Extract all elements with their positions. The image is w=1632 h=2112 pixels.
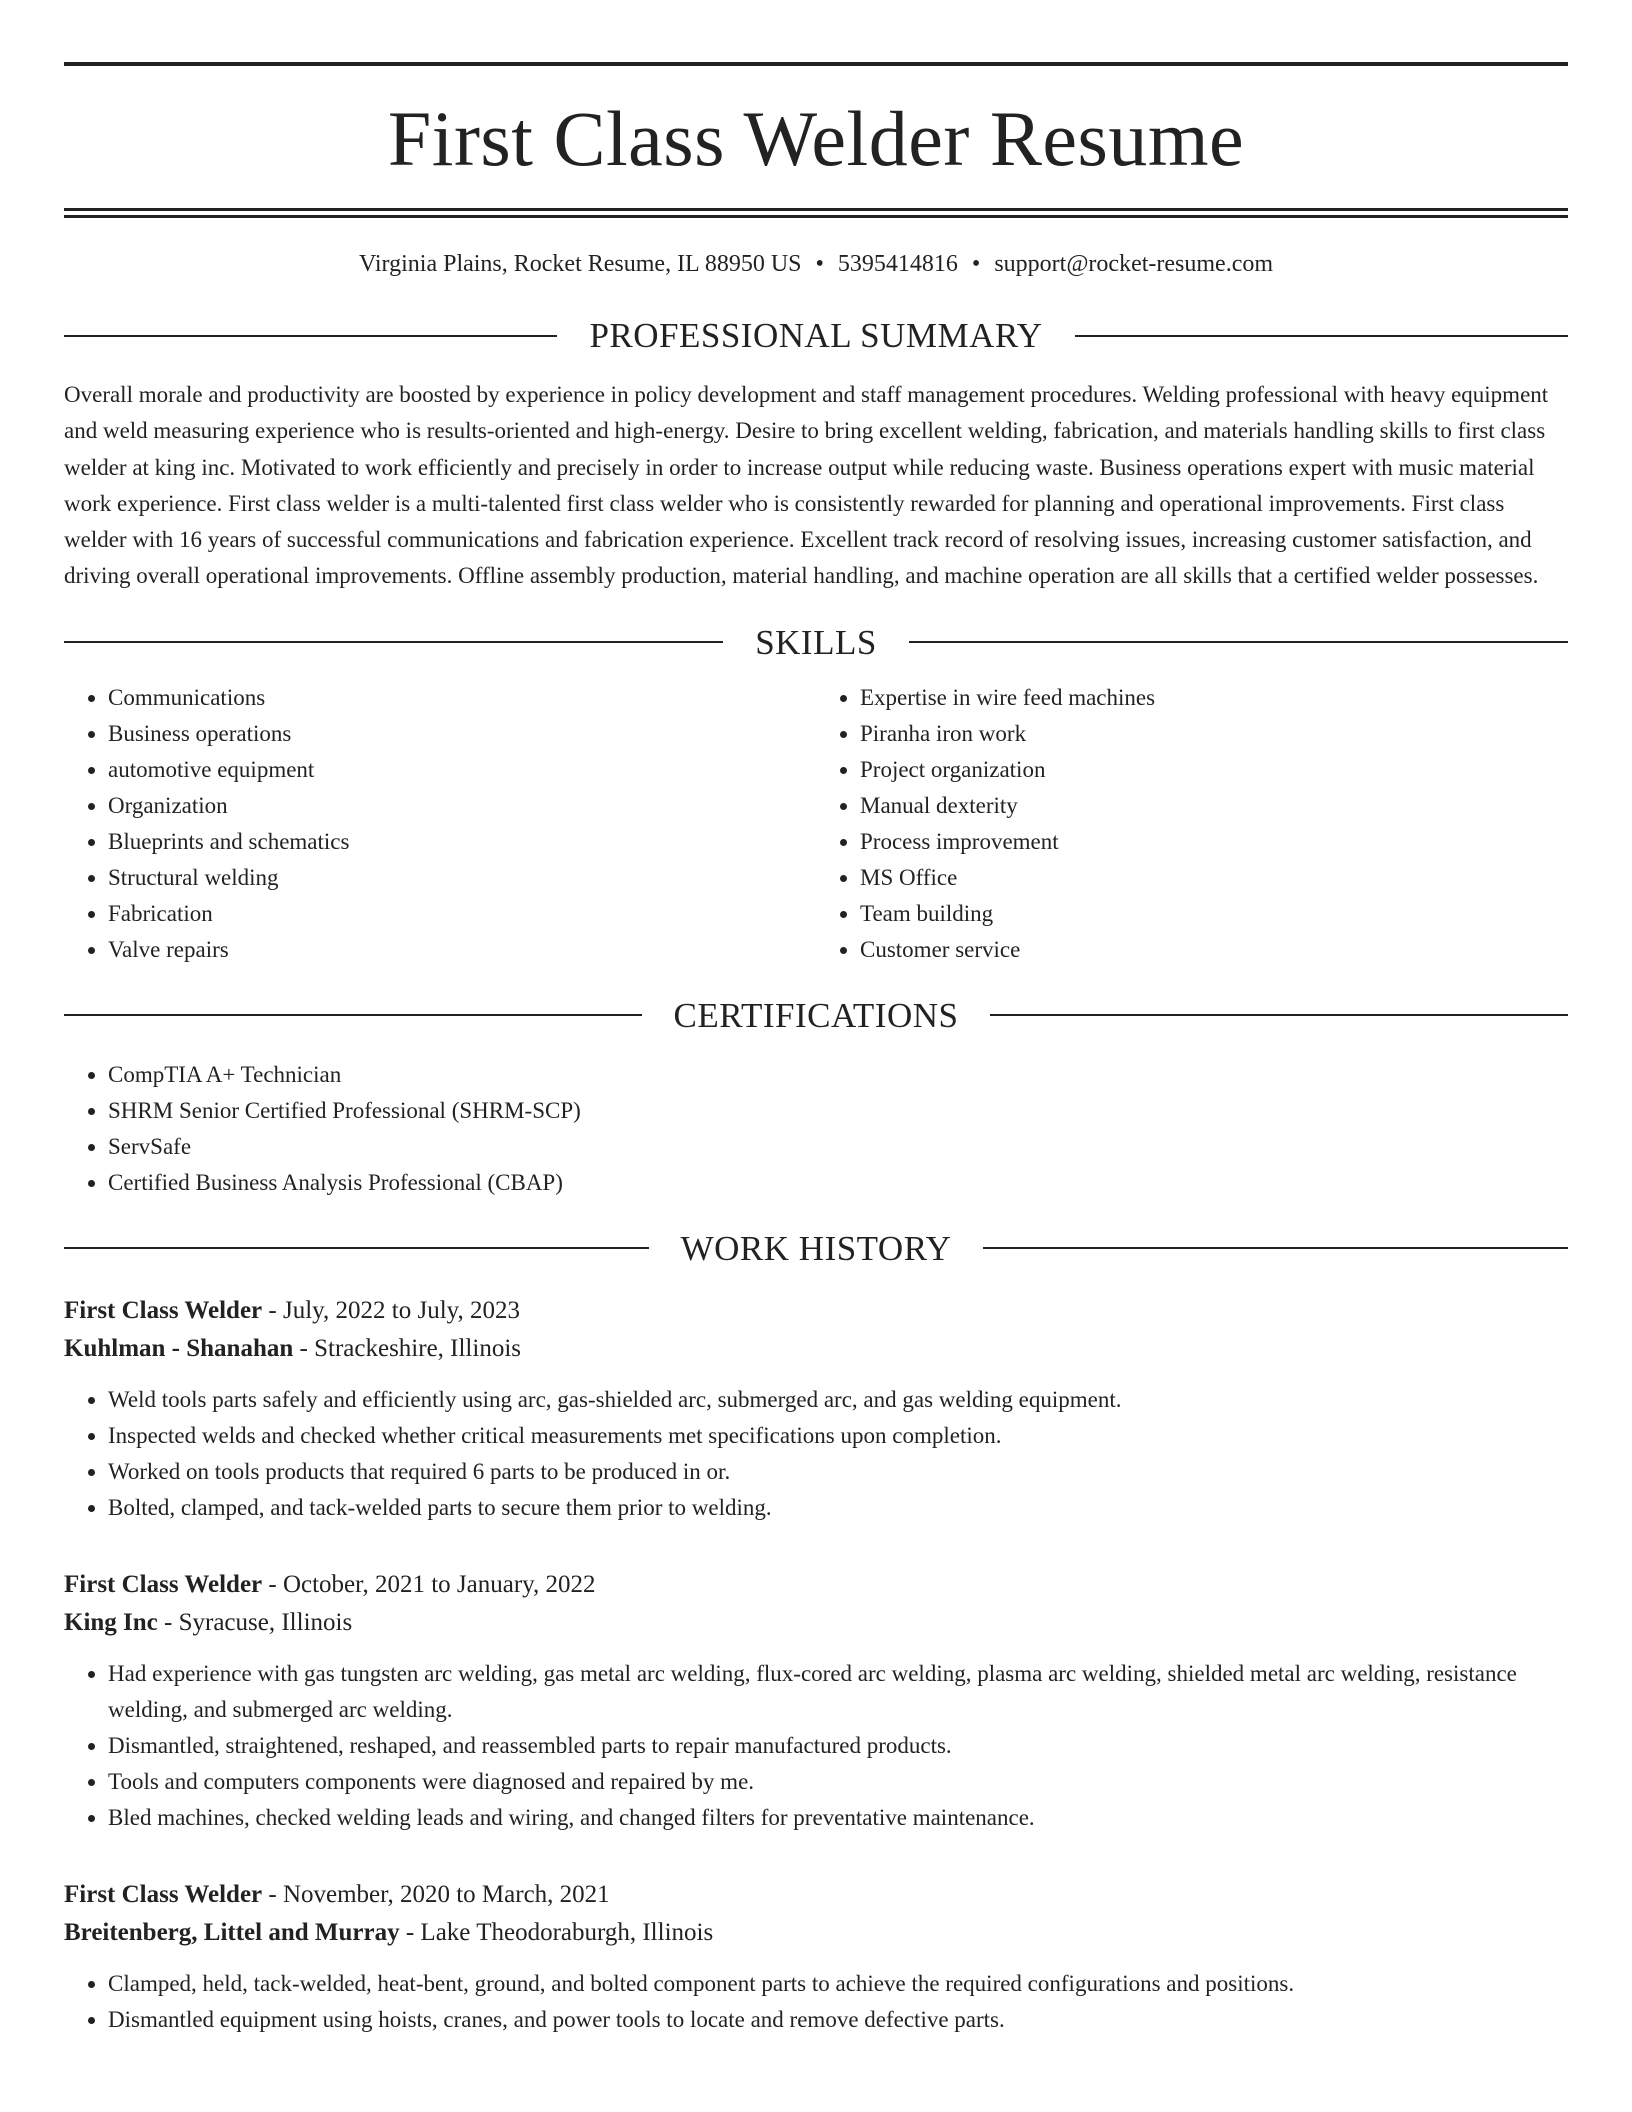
job-bullets: [64, 1382, 1568, 1526]
job-bullets: [64, 1656, 1568, 1836]
title-bottom-rule: [64, 208, 1568, 218]
section-rule-left: [64, 641, 723, 643]
job-bullet: • Tools and computers components were diagnosed and repaired by me.: [108, 1764, 1568, 1800]
title-block: [64, 0, 1568, 218]
section-header-certifications: [64, 995, 1568, 1035]
job-bullet: • Weld tools parts safely and efficiently using arc, gas-shielded arc, submerged arc, and gas welding equipment.: [108, 1382, 1568, 1418]
job-bullet: • Dismantled equipment using hoists, cranes, and power tools to locate and remove defective parts.: [108, 2002, 1568, 2038]
job-title: First Class Welder: [64, 1880, 263, 1908]
section-rule-right: [909, 641, 1568, 643]
job-title: First Class Welder: [64, 1570, 263, 1598]
skill-item: • Blueprints and schematics: [108, 824, 816, 860]
section-title-certifications: CERTIFICATIONS: [673, 995, 959, 1035]
section-rule-left: [64, 1014, 642, 1016]
skill-item: • Valve repairs: [108, 932, 816, 968]
skill-item: • Team building: [860, 896, 1568, 932]
skill-item: • Business operations: [108, 716, 816, 752]
section-rule-left: [64, 335, 557, 337]
contact-email: support@rocket-resume.com: [994, 251, 1274, 277]
section-rule-left: [64, 1247, 649, 1249]
job-location: - Lake Theodoraburgh, Illinois: [399, 1918, 714, 1946]
job-dates: - November, 2020 to March, 2021: [262, 1880, 610, 1908]
job-bullet: • Dismantled, straightened, reshaped, and reassembled parts to repair manufactured products.: [108, 1728, 1568, 1764]
work-history-list: [64, 1292, 1568, 2038]
contact-separator: •: [815, 251, 824, 277]
section-rule-right: [1075, 335, 1568, 337]
certification-item: • CompTIA A+ Technician: [108, 1057, 1568, 1093]
contact-address: Virginia Plains, Rocket Resume, IL 88950 US: [358, 251, 802, 277]
skill-item: • MS Office: [860, 860, 1568, 896]
job-title-line: [64, 1292, 1568, 1330]
skill-item: • Structural welding: [108, 860, 816, 896]
skill-item: • Manual dexterity: [860, 788, 1568, 824]
certification-item: • Certified Business Analysis Professional (CBAP): [108, 1165, 1568, 1201]
skill-item: • Project organization: [860, 752, 1568, 788]
job-bullet: • Bolted, clamped, and tack-welded parts to secure them prior to welding.: [108, 1490, 1568, 1526]
contact-phone: 5395414816: [837, 251, 958, 277]
skill-item: • Fabrication: [108, 896, 816, 932]
skill-item: • Process improvement: [860, 824, 1568, 860]
job-company-line: [64, 1914, 1568, 1952]
job-dates: - October, 2021 to January, 2022: [262, 1570, 596, 1598]
skill-item: • automotive equipment: [108, 752, 816, 788]
job-entry: [64, 1566, 1568, 1836]
skills-list: [64, 680, 1568, 968]
skill-item: • Customer service: [860, 932, 1568, 968]
certifications-list: [64, 1057, 1568, 1201]
section-rule-right: [990, 1014, 1568, 1016]
certification-item: • ServSafe: [108, 1129, 1568, 1165]
job-company: King Inc: [64, 1608, 158, 1636]
section-header-summary: [64, 318, 1568, 353]
job-title-line: [64, 1876, 1568, 1914]
job-bullet: • Clamped, held, tack-welded, heat-bent, ground, and bolted component parts to achieve the required configurations and positions.: [108, 1966, 1568, 2002]
section-title-summary: PROFESSIONAL SUMMARY: [589, 316, 1043, 355]
job-location: - Strackeshire, Illinois: [293, 1334, 522, 1362]
job-bullet: • Worked on tools products that required 6 parts to be produced in or.: [108, 1454, 1568, 1490]
skill-item: • Communications: [108, 680, 816, 716]
job-bullet: • Inspected welds and checked whether critical measurements met specifications upon completion.: [108, 1418, 1568, 1454]
contact-separator: •: [971, 251, 981, 277]
job-company: Kuhlman - Shanahan: [64, 1334, 294, 1362]
section-header-work-history: [64, 1228, 1568, 1268]
section-title-work-history: WORK HISTORY: [680, 1228, 952, 1268]
section-header-skills: [64, 622, 1568, 662]
summary-paragraph: Overall morale and productivity are boosted by experience in policy development and staff management procedures. Welding professional with heavy equipment and weld measuring experience who is results-oriented and high-energy. Desire to bring excellent welding, fabrication, and materials handling skills to first class welder at king inc. Motivated to work efficiently and precisely in order to increase output while reducing waste. Business operations expert with music material work experience. First class welder is a multi-talented first class welder who is consistently rewarded for planning and operational improvements. First class welder with 16 years of successful communications and fabrication experience. Excellent track record of resolving issues, increasing customer satisfaction, and driving overall operational improvements. Offline assembly production, material handling, and machine operation are all skills that a certified welder possesses.: [64, 382, 1549, 589]
job-company-line: [64, 1604, 1568, 1642]
skill-item: • Expertise in wire feed machines: [860, 680, 1568, 716]
contact-line: [64, 252, 1568, 276]
job-company: Breitenberg, Littel and Murray: [64, 1918, 400, 1946]
certification-item: • SHRM Senior Certified Professional (SHRM-SCP): [108, 1093, 1568, 1129]
section-title-skills: SKILLS: [755, 622, 877, 662]
job-bullet: • Bled machines, checked welding leads and wiring, and changed filters for preventative maintenance.: [108, 1800, 1568, 1836]
section-rule-right: [983, 1247, 1568, 1249]
job-bullets: [64, 1966, 1568, 2038]
job-company-line: [64, 1330, 1568, 1368]
job-bullet: • Had experience with gas tungsten arc welding, gas metal arc welding, flux-cored arc welding, plasma arc welding, shielded metal arc welding, resistance welding, and submerged arc welding.: [108, 1656, 1568, 1728]
document-title: First Class Welder Resume: [387, 95, 1245, 182]
job-location: - Syracuse, Illinois: [157, 1608, 353, 1636]
job-title: First Class Welder: [64, 1296, 263, 1324]
skills-column-right: [816, 680, 1568, 968]
skill-item: • Organization: [108, 788, 816, 824]
job-entry: [64, 1876, 1568, 2038]
skill-item: • Piranha iron work: [860, 716, 1568, 752]
job-entry: [64, 1292, 1568, 1526]
job-dates: - July, 2022 to July, 2023: [262, 1296, 521, 1324]
job-title-line: [64, 1566, 1568, 1604]
skills-column-left: [64, 680, 816, 968]
